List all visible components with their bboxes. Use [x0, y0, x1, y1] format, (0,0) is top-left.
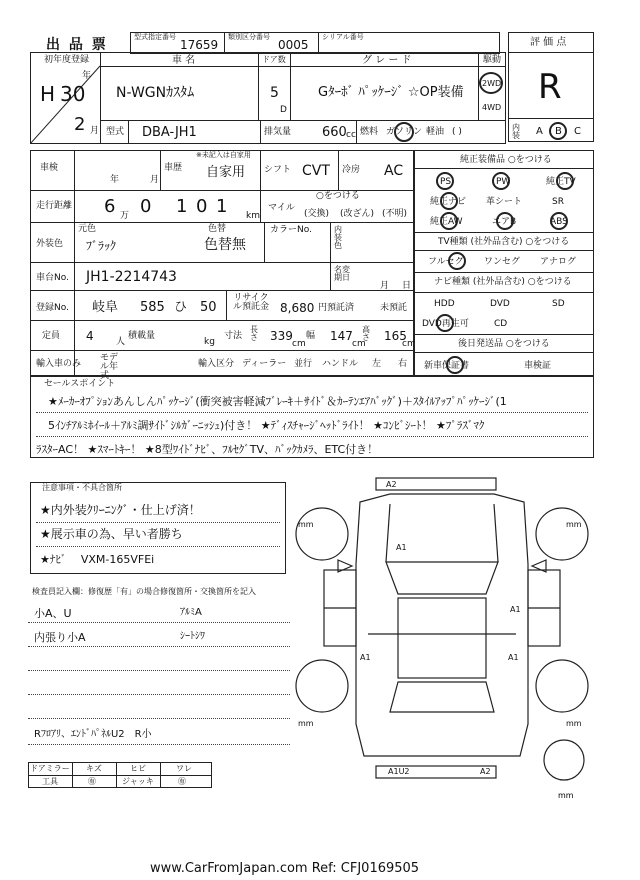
doors-label: ドア数: [262, 55, 286, 64]
sales-line-1: ★ﾒｰｶｰｵﾌﾟｼｮﾝあんしんﾊﾟｯｹｰｼﾞ(衝突被害軽減ﾌﾞﾚｰｷ＋ｻｲﾄﾞ＆ｶｰﾃﾝｴｱﾊﾞｯｸﾞ)＋ｽﾀｲﾙｱｯﾌﾟﾊﾟｯｹｰｼﾞ(1: [48, 395, 507, 408]
notes-line-3: ★ﾅﾋﾞ VXM-165VFEi: [40, 553, 155, 566]
sales-line-3: ﾗｽﾀｰAC！ ★ｽﾏｰﾄｷｰ！ ★8型ﾜｲﾄﾞﾅﾋﾞ、ﾌﾙｾｸﾞTV、ﾊﾞｯｸｶﾒﾗ、ETC付き！: [36, 443, 379, 456]
roof: [398, 598, 486, 678]
reg-year: 30: [60, 82, 86, 106]
sheet-title: 出 品 票: [46, 37, 108, 53]
interior-c: C: [574, 126, 581, 137]
svg-text:mm: mm: [566, 719, 582, 728]
car-name: N-WGNｶｽﾀﾑ: [116, 85, 195, 101]
svg-text:mm: mm: [298, 520, 314, 529]
interior-label: 内装: [512, 123, 520, 140]
mileage-digit-4: 0: [196, 196, 208, 217]
first-reg-label: 初年度登録: [44, 55, 90, 65]
chassis-value: JH1-2214743: [86, 269, 177, 285]
grade-field-label: グ レ ー ド: [362, 55, 412, 66]
plate-label: 登録No.: [36, 303, 69, 313]
wheel-front-left: [296, 508, 348, 560]
equipment-title: 純正装備品 ○をつける: [460, 155, 552, 165]
car-name-label: 車 名: [172, 55, 196, 66]
drive-4wd: 4WD: [482, 103, 502, 112]
car-body-outline: [356, 494, 528, 756]
shift: CVT: [302, 163, 330, 179]
notes-line-1: ★内外装ｸﾘｰﾆﾝｸﾞ・仕上げ済！: [40, 503, 201, 517]
persons: 4: [86, 329, 94, 343]
model: DBA-JH1: [142, 125, 197, 140]
tv-title: TV種類 (社外品含む) ○をつける: [438, 237, 570, 247]
sales-line-2: 5ｲﾝﾁｱﾙﾐﾎｲｰﾙ＋ｱﾙﾐ調ｻｲﾄﾞｼﾙｶﾞｰﾆｯｼｭ)付き！ ★ﾃﾞｨｽﾁｬｰｼﾞﾍｯﾄﾞﾗｲﾄ！ ★ｺﾝﾋﾞｼｰﾄ！ ★ﾌﾟﾗｽﾞﾏｸ: [48, 419, 485, 432]
plate-kana: ひ: [174, 300, 188, 315]
inspector-line-2-right: ｼｰﾄｼﾜ: [180, 631, 205, 642]
inspector-line-6-left: Rﾌﾛｱﾘ、ｴﾝﾄﾞﾊﾟﾈﾙU2 R小: [34, 729, 152, 740]
load-label: 積載量: [128, 331, 156, 341]
doors: 5: [270, 85, 279, 101]
name-change-label: 名変期日: [334, 265, 350, 282]
notes-label: 注意事項・不具合箇所: [42, 483, 122, 492]
mark-rear-bumper: A1U2: [388, 767, 410, 776]
svg-text:mm: mm: [558, 791, 574, 800]
grade-value: R: [538, 67, 562, 107]
displacement: 660: [322, 125, 347, 140]
size-label: 寸法: [224, 331, 243, 341]
mileage-digit-1: 6: [104, 196, 116, 217]
fuel-label: 燃料: [360, 127, 379, 137]
mark-right-door: A1: [510, 605, 521, 614]
width: 147: [330, 329, 353, 343]
wheel-rear-right: [536, 660, 588, 712]
repaint: 色替無: [204, 237, 246, 253]
chassis-label: 車台No.: [36, 273, 69, 283]
notes-line-2: ★展示車の為、早い者勝ち: [40, 527, 183, 541]
plate-region: 岐阜: [92, 300, 119, 315]
reg-month: 2: [74, 114, 86, 135]
wheel-front-right: [536, 508, 588, 560]
era: H: [40, 82, 56, 106]
exterior-label: 外装色: [36, 239, 64, 249]
inspector-line-1-left: 小A、U: [34, 607, 72, 620]
recycle-amount: 8,680: [280, 301, 315, 315]
grade-label: 評 価 点: [530, 37, 567, 48]
recycle-label: リサイクル預託金: [232, 293, 269, 312]
inspector-label: 検査員記入欄：修復歴「有」の場合修復箇所・交換箇所を記入: [32, 587, 256, 596]
mileage-label: 走行距離: [36, 201, 73, 211]
footer-ref: www.CarFromJapan.com Ref: CFJ0169505: [150, 861, 420, 876]
persons-label: 定員: [42, 331, 61, 341]
displacement-label: 排気量: [264, 127, 292, 137]
interior-a: A: [536, 126, 543, 137]
mark-left-rear: A1: [360, 653, 371, 662]
interior-b: B: [555, 126, 562, 137]
usage-label: 車歴: [164, 163, 183, 173]
type-cert-label: 型式指定番号: [134, 33, 176, 41]
plate-number: 50: [200, 300, 217, 315]
plate-class: 585: [140, 300, 165, 315]
ac: AC: [384, 163, 404, 179]
sales-label: セールスポイント: [44, 379, 116, 389]
shaken-label: 車検: [40, 163, 59, 173]
drive-2wd: 2WD: [482, 79, 502, 88]
spare-tire: [540, 738, 590, 802]
import-label: 輸入車のみ: [36, 359, 82, 369]
docs-title: 後日発送品 ○をつける: [458, 339, 550, 349]
model-label: 型式: [106, 127, 125, 137]
grade-field: Gﾀｰﾎﾞ ﾊﾟｯｹｰｼﾞ ☆OP装備: [318, 85, 464, 100]
svg-text:mm: mm: [566, 520, 582, 529]
height: 165: [384, 329, 407, 343]
mile-label: マイル: [268, 203, 295, 213]
mark-right-rear: A1: [508, 653, 519, 662]
interior-circle: [549, 122, 567, 140]
interior-color-label: 内装色: [334, 225, 342, 250]
ac-label: 冷房: [342, 165, 361, 175]
color-no-label: カラーNo.: [270, 225, 312, 235]
navi-title: ナビ種類 (社外品含む) ○をつける: [434, 277, 572, 287]
rear-window: [390, 682, 494, 712]
inspector-line-1-right: ｱﾙﾐA: [180, 607, 202, 618]
drive-circle: [479, 72, 503, 94]
mark-front-bumper: A2: [386, 480, 397, 489]
usage: 自家用: [206, 165, 246, 180]
fuel-circle: [394, 122, 414, 142]
mark-rear-bumper-2: A2: [480, 767, 491, 776]
type-cert-value: 17659: [180, 38, 219, 52]
inspector-line-2-left: 内張り小A: [34, 631, 86, 644]
windshield: [386, 562, 498, 594]
class-label: 類別区分番号: [228, 33, 270, 41]
wheel-rear-left: [296, 660, 348, 712]
mileage-digit-3: 1: [176, 196, 188, 217]
color-original: ﾌﾞﾗｯｸ: [86, 239, 117, 253]
length: 339: [270, 329, 293, 343]
fuel-gasoline: ガソリン: [386, 127, 423, 137]
serial-label: シリアル番号: [322, 33, 364, 41]
drive-label: 駆動: [483, 55, 502, 65]
mark-hood: A1: [396, 543, 407, 552]
mileage-digit-2: 0: [140, 196, 152, 217]
class-value: 0005: [278, 38, 309, 52]
svg-text:mm: mm: [298, 719, 314, 728]
mileage-digit-5: 1: [216, 196, 228, 217]
fuel-diesel: 軽油: [426, 127, 445, 137]
shift-label: シフト: [264, 165, 292, 175]
